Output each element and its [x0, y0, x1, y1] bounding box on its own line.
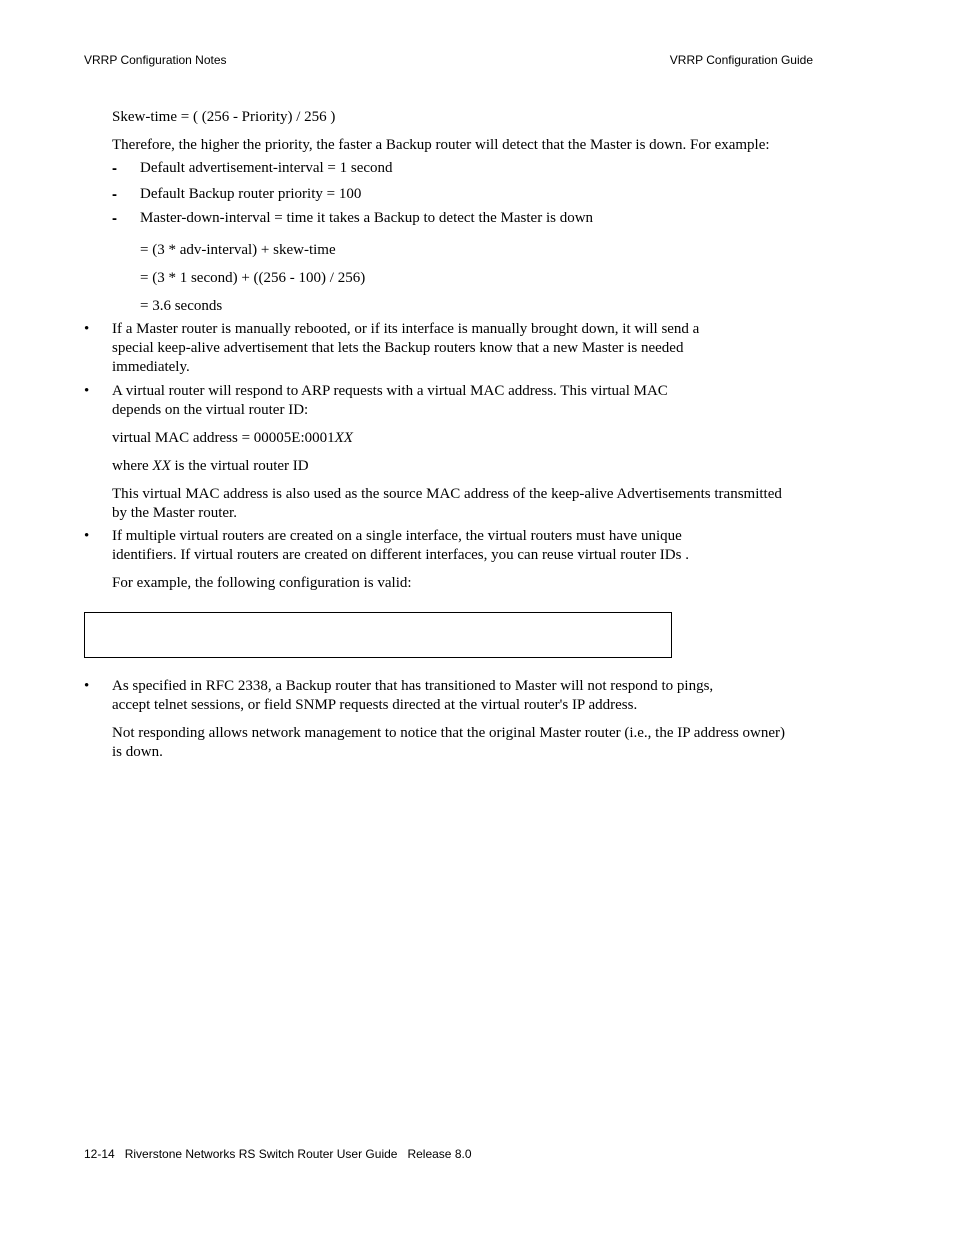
bullet-marker: •: [84, 321, 90, 337]
mac-note-line: by the Master router.: [112, 505, 237, 521]
bullet-arp-line: A virtual router will respond to ARP requests with a virtual MAC address. This virtual MAC: [112, 383, 668, 399]
example-intro: For example, the following configuration is valid:: [112, 575, 412, 591]
dash-item-priority: Default Backup router priority = 100: [140, 186, 362, 202]
page-footer: 12-14 Riverstone Networks RS Switch Router User Guide Release 8.0: [84, 1147, 472, 1161]
dash-item-master-down: Master-down-interval = time it takes a Backup to detect the Master is down: [140, 210, 594, 226]
not-responding-line: is down.: [112, 744, 163, 760]
bullet-multiple-line: identifiers. If virtual routers are created on different interfaces, you can reuse virtual router IDs .: [112, 547, 689, 563]
calc-line: = 3.6 seconds: [140, 298, 223, 314]
skew-formula: Skew-time = ( (256 - Priority) / 256 ): [112, 109, 336, 125]
bullet-marker: •: [84, 678, 90, 694]
bullet-reboot-line: immediately.: [112, 359, 190, 375]
mac-formula-prefix: virtual MAC address = 00005E:0001: [112, 430, 335, 446]
bullet-reboot-line: special keep-alive advertisement that lets the Backup routers know that a new Master is needed: [112, 340, 684, 356]
calc-line: = (3 * adv-interval) + skew-time: [140, 242, 336, 258]
mac-formula-var: XX: [334, 430, 353, 446]
bullet-marker: •: [84, 528, 90, 544]
where-var: XX: [152, 458, 171, 474]
calc-line: = (3 * 1 second) + ((256 - 100) / 256): [140, 270, 366, 286]
bullet-rfc-line: As specified in RFC 2338, a Backup router that has transitioned to Master will not respond to pings,: [112, 678, 714, 694]
where-line: [112, 457, 309, 476]
mac-formula: [112, 429, 353, 448]
bullet-rfc-line: accept telnet sessions, or field SNMP requests directed at the virtual router's IP address.: [112, 697, 638, 713]
mac-note-line: This virtual MAC address is also used as the source MAC address of the keep-alive Advertisements transmitted: [112, 486, 782, 502]
config-example-box: [84, 612, 672, 658]
dash-marker: -: [112, 210, 117, 227]
bullet-reboot-line: If a Master router is manually rebooted, or if its interface is manually brought down, it will send a: [112, 321, 700, 337]
header-right: VRRP Configuration Guide: [669, 53, 813, 67]
where-prefix: where: [112, 458, 153, 474]
dash-marker: -: [112, 186, 117, 203]
bullet-multiple-line: If multiple virtual routers are created on a single interface, the virtual routers must have unique: [112, 528, 682, 544]
therefore-paragraph: Therefore, the higher the priority, the faster a Backup router will detect that the Master is down. For example:: [112, 137, 770, 153]
dash-marker: -: [112, 160, 117, 177]
not-responding-line: Not responding allows network management to notice that the original Master router (i.e., the IP address owner): [112, 725, 786, 741]
bullet-arp-line: depends on the virtual router ID:: [112, 402, 309, 418]
where-suffix: is the virtual router ID: [170, 458, 309, 474]
header-left: VRRP Configuration Notes: [84, 53, 227, 67]
bullet-marker: •: [84, 383, 90, 399]
dash-item-adv-interval: Default advertisement-interval = 1 second: [140, 160, 393, 176]
